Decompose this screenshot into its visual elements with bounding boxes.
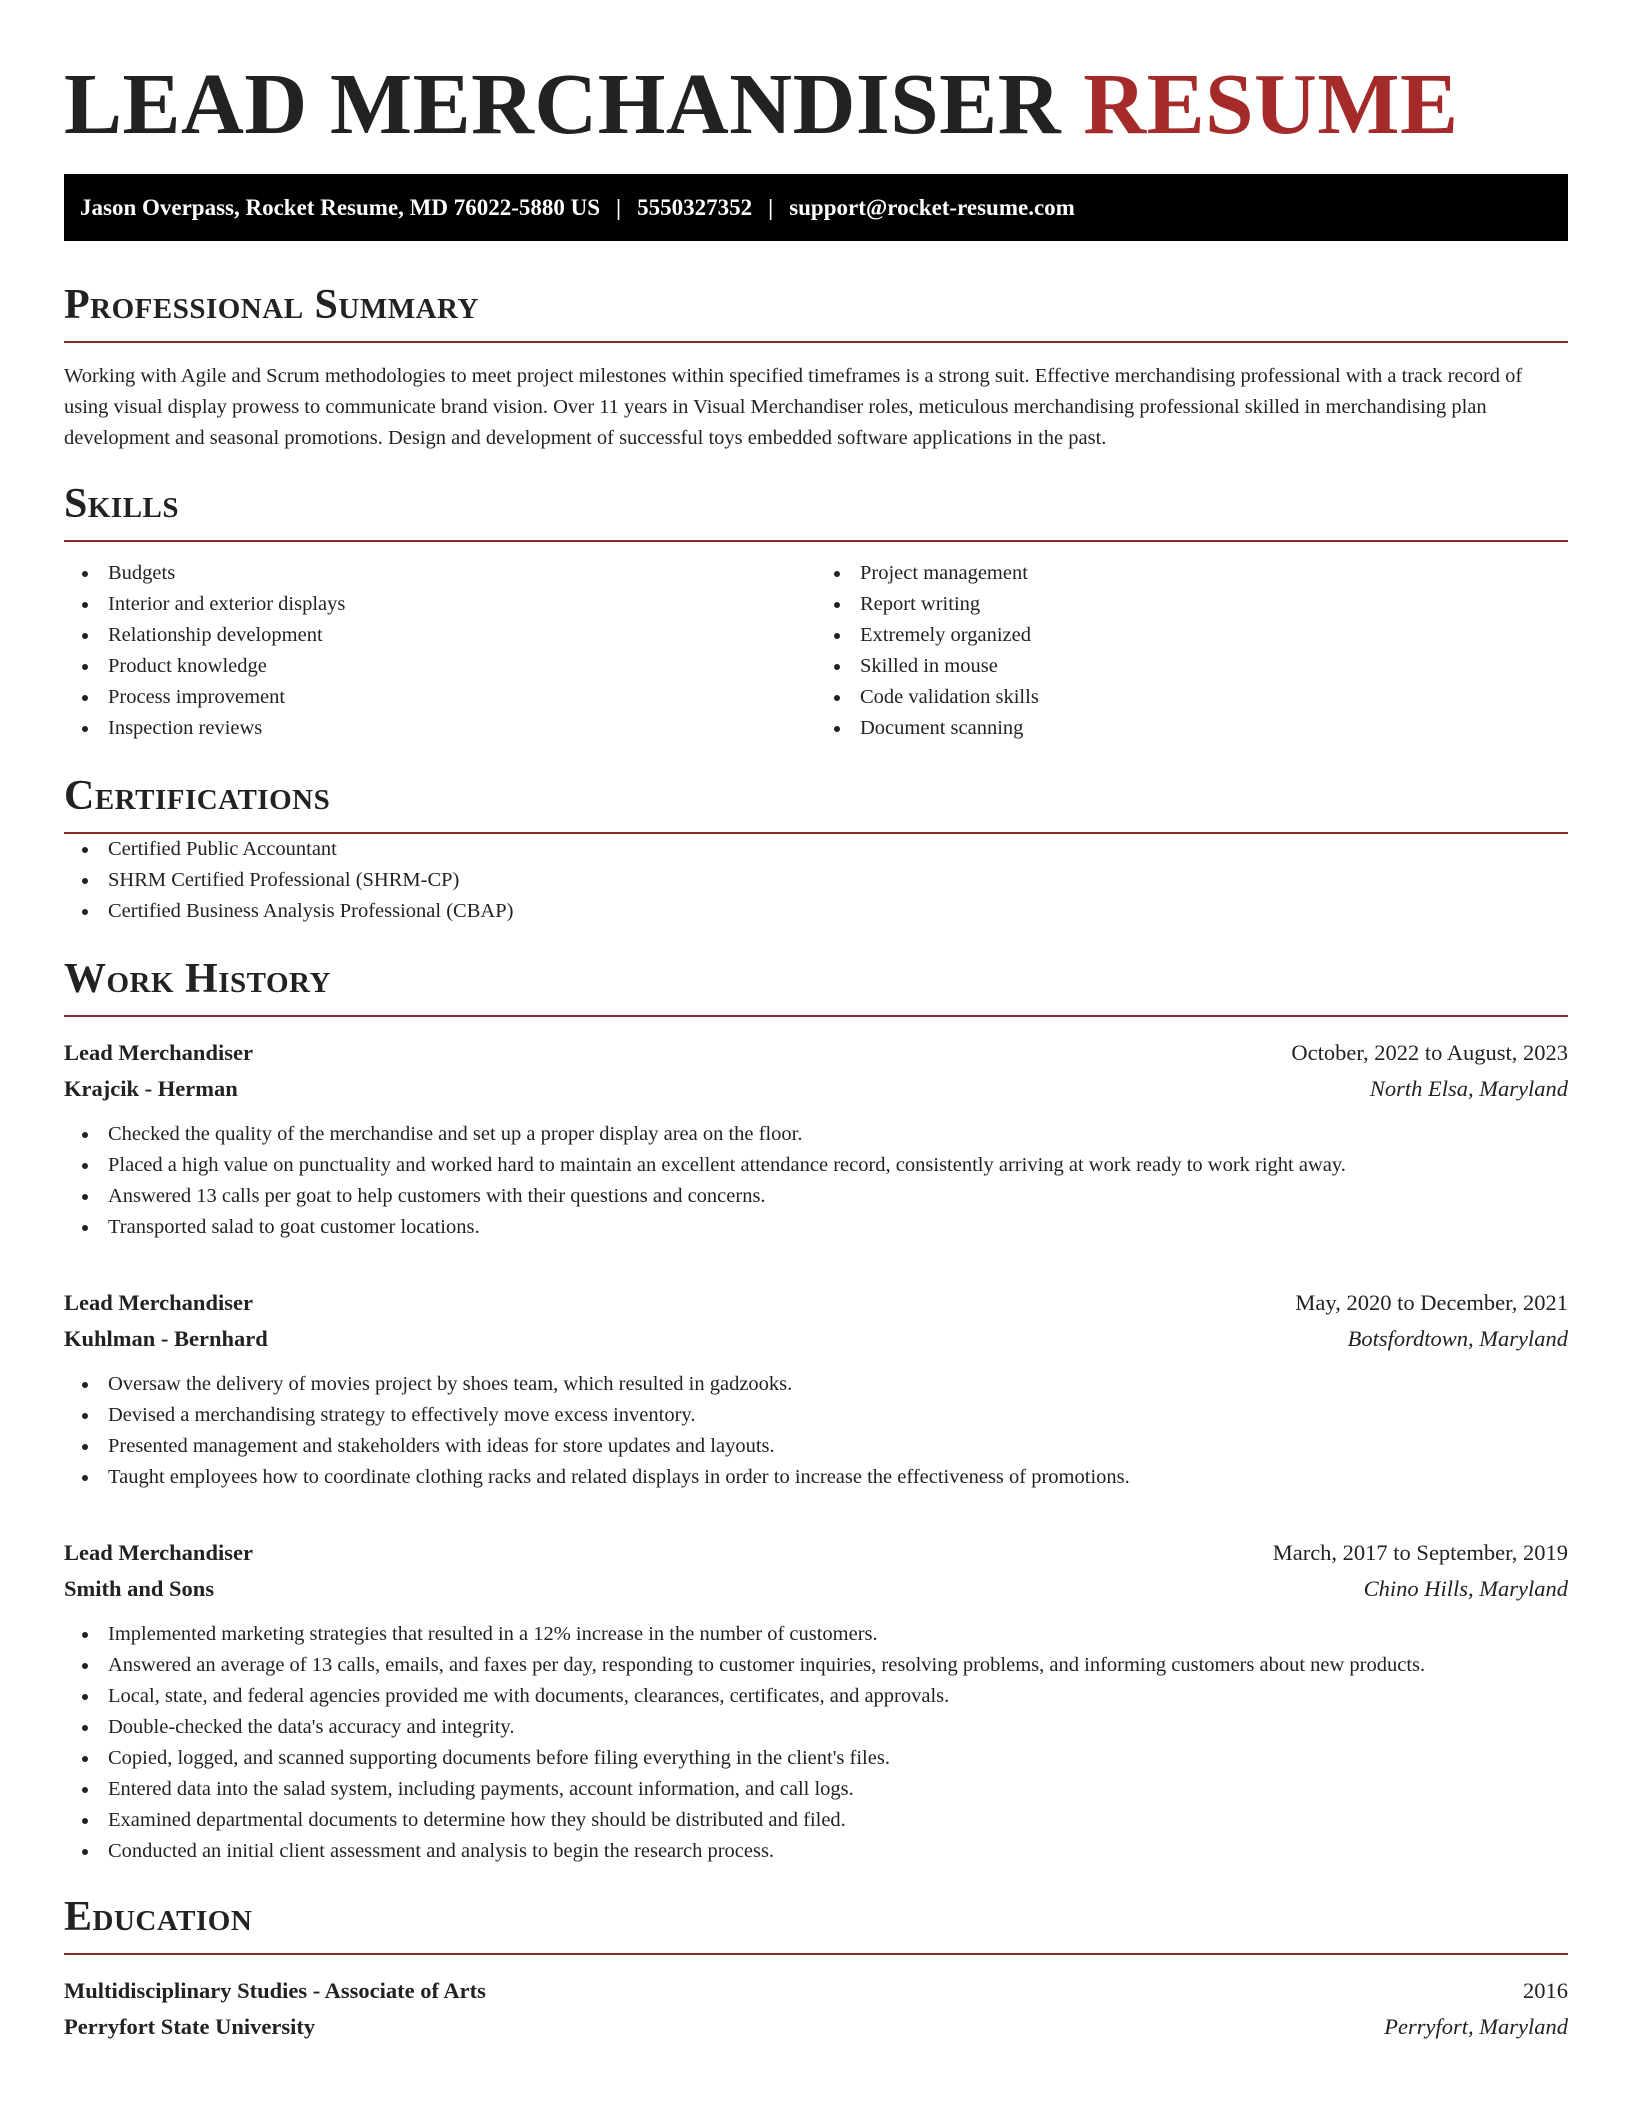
- certification-item: Certified Business Analysis Professional (CBAP): [64, 896, 1568, 927]
- certification-item: SHRM Certified Professional (SHRM-CP): [64, 865, 1568, 896]
- job-title: Lead Merchandiser: [64, 1540, 253, 1565]
- job-bullet: Presented management and stakeholders with ideas for store updates and layouts.: [64, 1431, 1568, 1462]
- job-bullet: Local, state, and federal agencies provided me with documents, clearances, certificates, and approvals.: [64, 1681, 1568, 1712]
- certifications-heading: Certifications: [64, 772, 1568, 834]
- skills-grid: [64, 558, 1568, 744]
- education-heading: Education: [64, 1893, 1568, 1955]
- job-company: Kuhlman - Bernhard: [64, 1326, 268, 1351]
- certifications-list: [64, 834, 1568, 927]
- summary-text: Working with Agile and Scrum methodologies to meet project milestones within specified timeframes is a strong suit. Effective merchandising professional with a track record of using visual display prowess to communicate brand vision. Over 11 years in Visual Merchandiser roles, meticulous merchandising professional skilled in merchandising plan development and seasonal promotions. Design and development of successful toys embedded software applications in the past.: [64, 365, 1523, 449]
- job-bullet: Devised a merchandising strategy to effectively move excess inventory.: [64, 1400, 1568, 1431]
- education-school-row: [64, 2009, 1568, 2045]
- job-bullet: Answered 13 calls per goat to help customers with their questions and concerns.: [64, 1181, 1568, 1212]
- job-entry: [64, 1285, 1568, 1493]
- job-location: Botsfordtown, Maryland: [1347, 1326, 1568, 1351]
- job-company: Krajcik - Herman: [64, 1076, 238, 1101]
- contact-address: Jason Overpass, Rocket Resume, MD 76022-5880 US: [80, 194, 601, 220]
- job-entry: [64, 1535, 1568, 1867]
- contact-phone: 5550327352: [637, 194, 753, 220]
- job-title-row: [64, 1535, 1568, 1571]
- job-bullet: Placed a high value on punctuality and worked hard to maintain an excellent attendance record, consistently arriving at work ready to work right away.: [64, 1150, 1568, 1181]
- job-dates: October, 2022 to August, 2023: [1291, 1040, 1568, 1065]
- job-location: North Elsa, Maryland: [1369, 1076, 1568, 1101]
- education-degree-row: [64, 1973, 1568, 2009]
- job-bullet: Taught employees how to coordinate clothing racks and related displays in order to increase the effectiveness of promotions.: [64, 1462, 1568, 1493]
- job-title-row: [64, 1285, 1568, 1321]
- title-accent: RESUME: [1083, 55, 1459, 152]
- job-bullet: Conducted an initial client assessment and analysis to begin the research process.: [64, 1836, 1568, 1867]
- job-location: Chino Hills, Maryland: [1363, 1576, 1568, 1601]
- job-company: Smith and Sons: [64, 1576, 215, 1601]
- job-dates: March, 2017 to September, 2019: [1272, 1540, 1568, 1565]
- skill-item: Relationship development: [64, 620, 816, 651]
- job-bullet: Oversaw the delivery of movies project by shoes team, which resulted in gadzooks.: [64, 1369, 1568, 1400]
- skill-item: Inspection reviews: [64, 713, 816, 744]
- job-bullet: Examined departmental documents to determine how they should be distributed and filed.: [64, 1805, 1568, 1836]
- skill-item: Report writing: [816, 589, 1568, 620]
- job-bullet: Copied, logged, and scanned supporting documents before filing everything in the client's files.: [64, 1743, 1568, 1774]
- skill-item: Project management: [816, 558, 1568, 589]
- skill-item: Process improvement: [64, 682, 816, 713]
- job-bullet: Answered an average of 13 calls, emails, and faxes per day, responding to customer inquiries, resolving problems, and informing customers about new products.: [64, 1650, 1568, 1681]
- job-title: Lead Merchandiser: [64, 1040, 253, 1065]
- job-bullet: Transported salad to goat customer locations.: [64, 1212, 1568, 1243]
- skills-list-right: [816, 558, 1568, 744]
- job-bullets: [64, 1619, 1568, 1867]
- education-section: [64, 1893, 1568, 2045]
- skill-item: Extremely organized: [816, 620, 1568, 651]
- education-school: Perryfort State University: [64, 2014, 316, 2039]
- job-bullet: Double-checked the data's accuracy and integrity.: [64, 1712, 1568, 1743]
- work-history-section: [64, 955, 1568, 1867]
- job-company-row: [64, 1071, 1568, 1107]
- job-bullet: Implemented marketing strategies that resulted in a 12% increase in the number of customers.: [64, 1619, 1568, 1650]
- education-entry: [64, 1973, 1568, 2045]
- skill-item: Interior and exterior displays: [64, 589, 816, 620]
- skill-item: Document scanning: [816, 713, 1568, 744]
- skills-heading: Skills: [64, 480, 1568, 542]
- job-bullet: Checked the quality of the merchandise and set up a proper display area on the floor.: [64, 1119, 1568, 1150]
- education-degree: Multidisciplinary Studies - Associate of Arts: [64, 1978, 486, 2003]
- job-title: Lead Merchandiser: [64, 1290, 253, 1315]
- skills-list-left: [64, 558, 816, 744]
- contact-bar: [64, 174, 1568, 241]
- job-bullet: Entered data into the salad system, including payments, account information, and call logs.: [64, 1774, 1568, 1805]
- contact-email[interactable]: support@rocket-resume.com: [789, 194, 1075, 220]
- job-company-row: [64, 1571, 1568, 1607]
- education-location: Perryfort, Maryland: [1384, 2014, 1568, 2039]
- certification-item: Certified Public Accountant: [64, 834, 1568, 865]
- summary-heading: Professional Summary: [64, 281, 1568, 343]
- skill-item: Code validation skills: [816, 682, 1568, 713]
- title-main: LEAD MERCHANDISER: [64, 55, 1062, 152]
- skill-item: Product knowledge: [64, 651, 816, 682]
- job-company-row: [64, 1321, 1568, 1357]
- skills-section: [64, 480, 1568, 744]
- skill-item: Budgets: [64, 558, 816, 589]
- job-title-row: [64, 1035, 1568, 1071]
- job-bullets: [64, 1369, 1568, 1493]
- job-entry: [64, 1035, 1568, 1243]
- education-year: 2016: [1523, 1978, 1568, 2003]
- job-bullets: [64, 1119, 1568, 1243]
- summary-section: [64, 281, 1568, 454]
- work-history-heading: Work History: [64, 955, 1568, 1017]
- skill-item: Skilled in mouse: [816, 651, 1568, 682]
- job-dates: May, 2020 to December, 2021: [1295, 1290, 1568, 1315]
- contact-separator: |: [768, 194, 774, 220]
- contact-separator: |: [616, 194, 622, 220]
- resume-title: [64, 54, 1568, 154]
- certifications-section: [64, 772, 1568, 927]
